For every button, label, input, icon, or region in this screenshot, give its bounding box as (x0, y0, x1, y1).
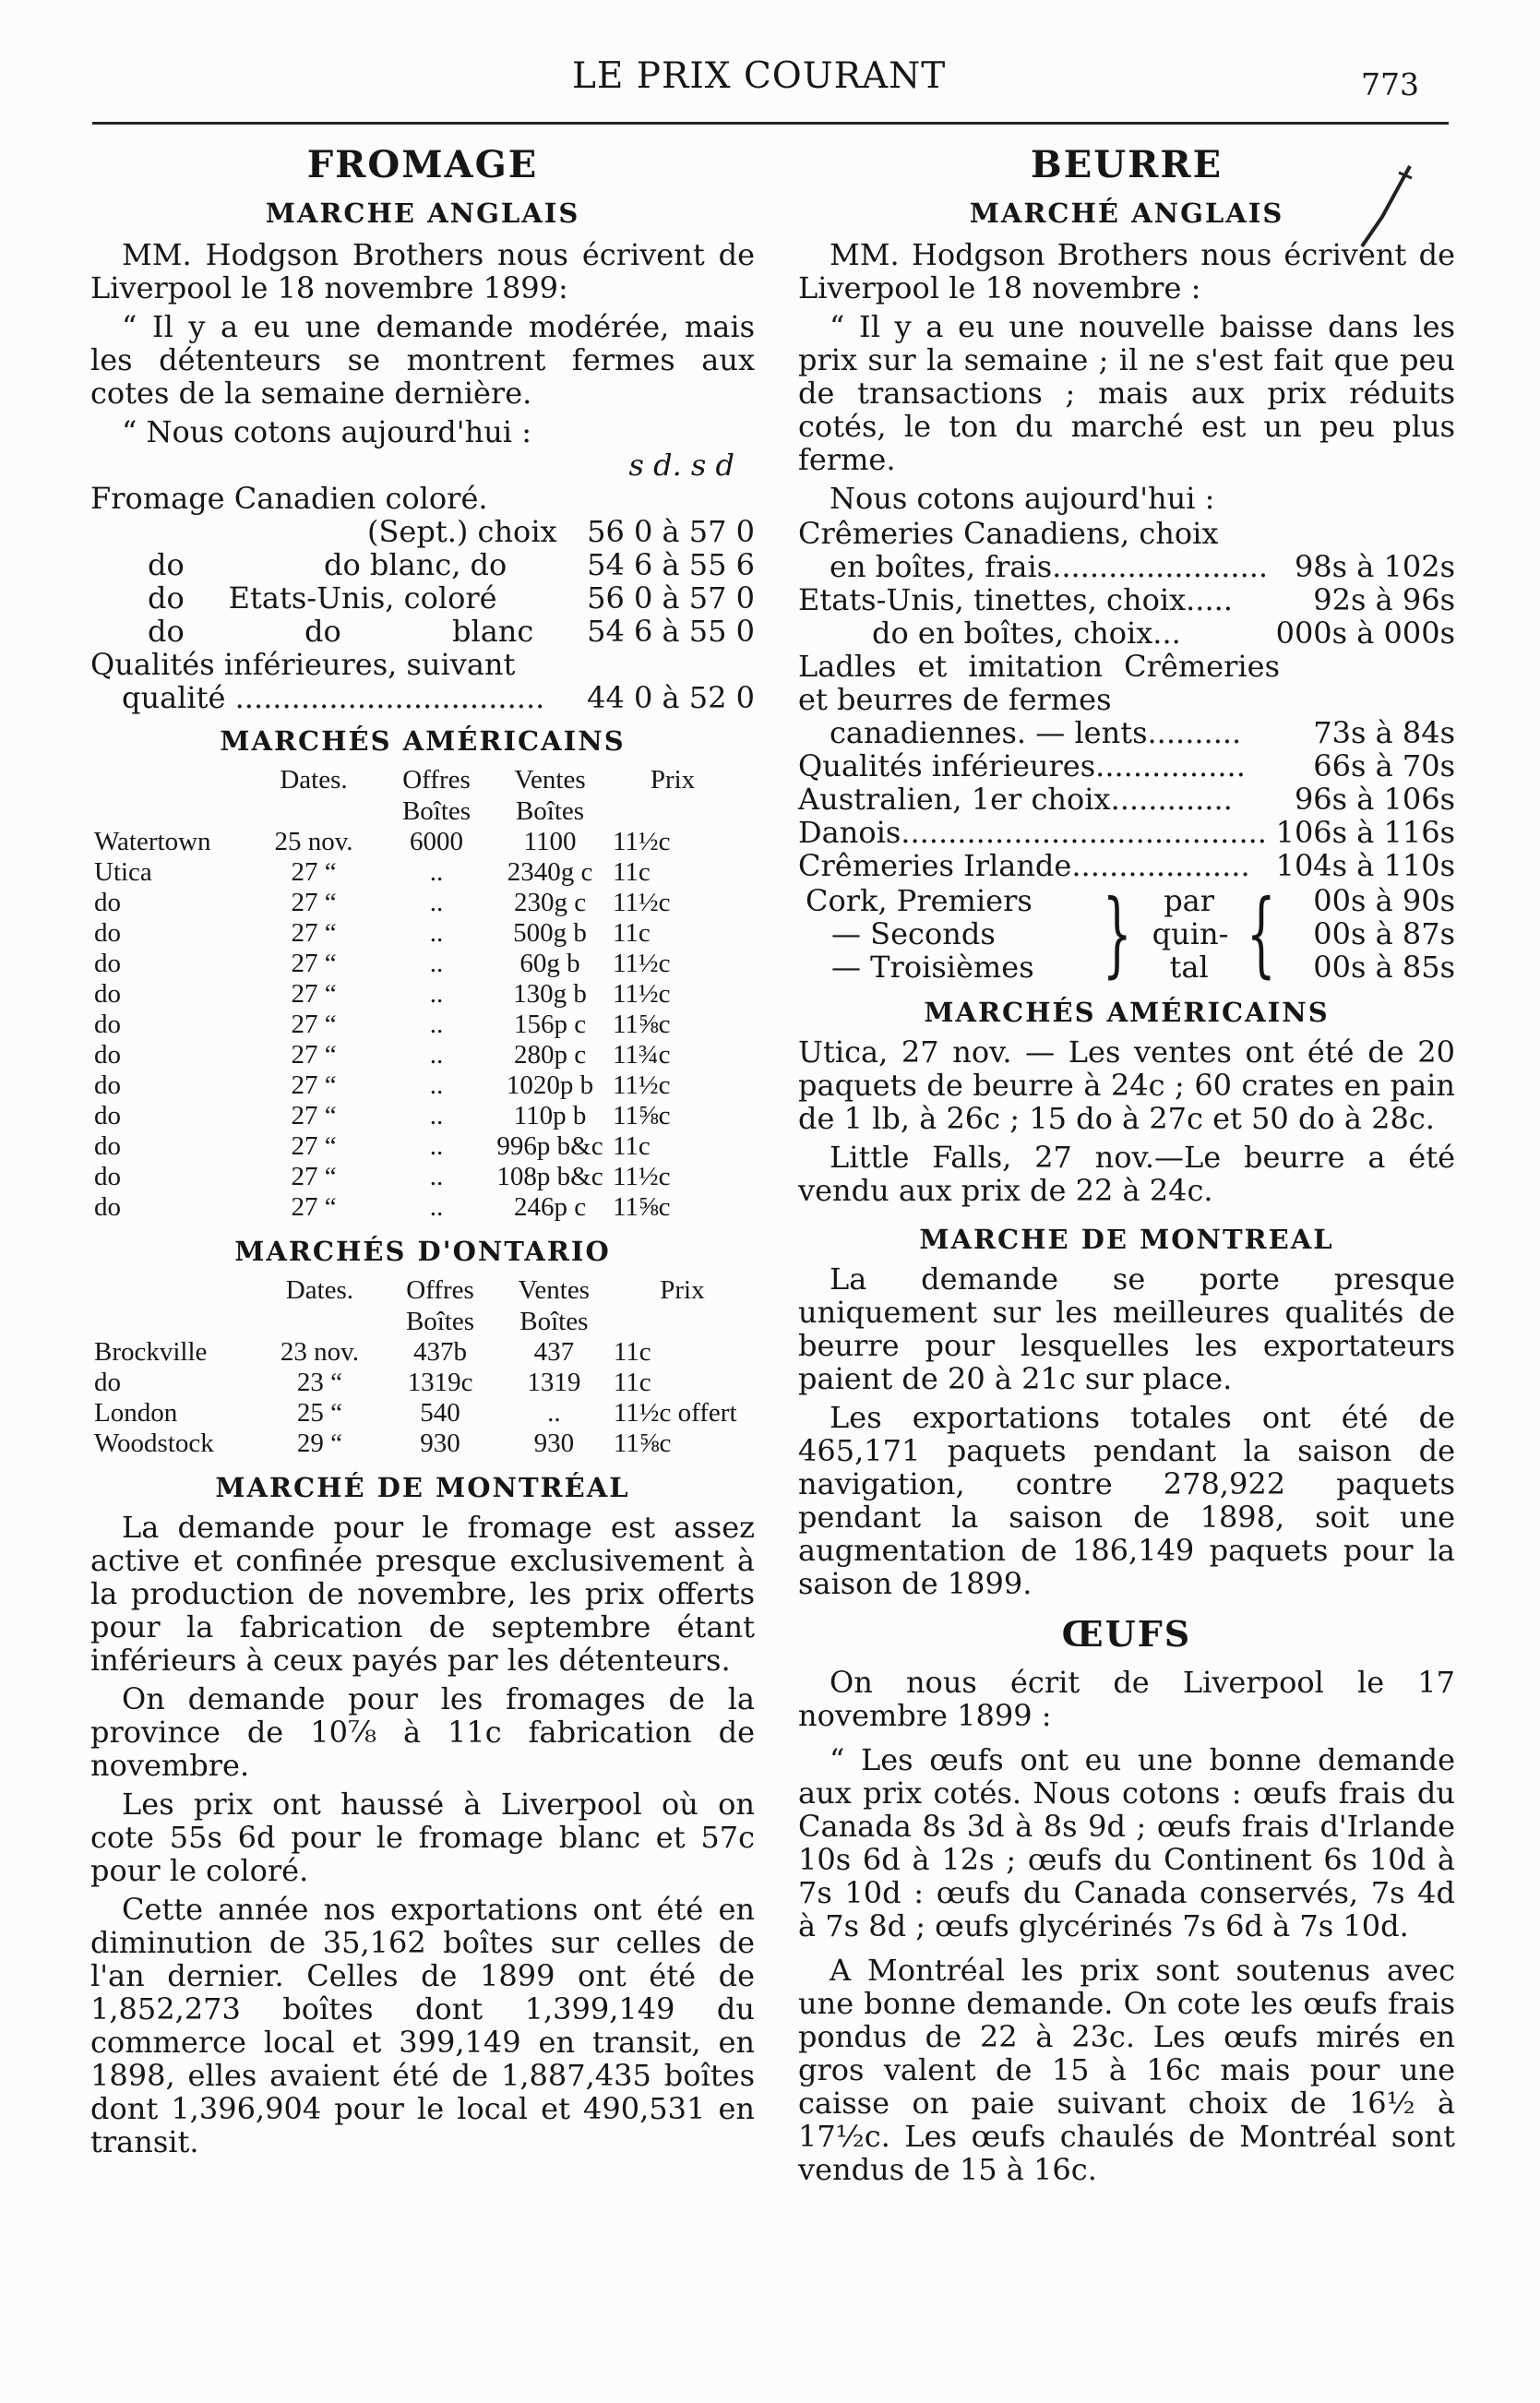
table-header: Boîtes (519, 1307, 589, 1336)
quote-label: do blanc, do (323, 547, 507, 582)
table-cell: 27 “ (291, 1010, 337, 1039)
table-row (90, 949, 736, 979)
table-cell: 11c (613, 1131, 651, 1161)
fromage-marches-ontario-heading: MARCHÉS D'ONTARIO (234, 1236, 611, 1267)
table-cell: 27 “ (291, 1192, 337, 1222)
table-row (90, 1010, 736, 1040)
quote-line-3 (90, 548, 755, 581)
table-cell: do (94, 888, 121, 917)
table-cell: do (94, 1368, 121, 1397)
table-cell: 6000 (410, 827, 463, 856)
table-cell: London (94, 1398, 178, 1428)
butter-label: canadiennes. — lents.......... (830, 715, 1242, 750)
cork-unit (1152, 883, 1229, 985)
fromage-quote: “ Il y a eu une demande modérée, mais les détenteurs se montrent fermes aux cotes de la semaine dernière. (90, 309, 755, 411)
table-row (90, 1398, 755, 1429)
table-cell: do (94, 979, 121, 1009)
quote-label: do (304, 614, 341, 649)
table-header: Dates. (280, 765, 348, 795)
quote-label: blanc (452, 614, 534, 649)
quote-price: 54 6 à 55 6 (587, 547, 755, 582)
table-cell: 11⅝c (613, 1429, 672, 1458)
cork-unit-line: quin- (1152, 916, 1229, 951)
cork-prices (1313, 884, 1455, 984)
table-cell: 500g b (513, 918, 587, 948)
table-cell: 23 nov. (280, 1337, 359, 1367)
table-row (90, 1101, 736, 1131)
beurre-americains-p1: Utica, 27 nov. — Les ventes ont été de 20 paquets de beurre à 24c ; 60 crates en pain de 1 lb, à 26c ; 15 do à 27c et 50 do à 28c. (798, 1034, 1455, 1136)
table-cell: 11c (613, 1368, 651, 1397)
beurre-montreal-p1: La demande se porte presque uniquement sur les meilleures qualités de beurre pour lesquelles les exportateurs paient de 20 à 21c sur place. (798, 1261, 1455, 1396)
table-cell: 27 “ (291, 918, 337, 948)
butter-line-4 (798, 616, 1455, 650)
cork-unit-line: tal (1169, 950, 1209, 985)
table-cell: 1020p b (506, 1070, 594, 1100)
ontario-markets-rows (90, 1337, 755, 1459)
cork-block (798, 879, 1455, 987)
table-cell: 25 nov. (274, 827, 353, 856)
butter-label: Danois....................................... (798, 815, 1267, 850)
table-cell: 1319c (407, 1368, 473, 1397)
beurre-marche-montreal-heading: MARCHE DE MONTREAL (919, 1224, 1334, 1255)
journal-title: LE PRIX COURANT (572, 55, 947, 97)
butter-line-7 (798, 749, 1455, 783)
table-cell: 25 “ (296, 1398, 342, 1428)
table-cell: do (94, 1101, 121, 1130)
quote-label: (Sept.) choix (367, 514, 557, 549)
butter-label: Etats-Unis, tinettes, choix..... (798, 582, 1233, 617)
table-cell: 437b (413, 1337, 468, 1367)
beurre-montreal-p2: Les exportations totales ont été de 465,171 paquets pendant la saison de navigation, contre 278,922 paquets pendant la saison de 1898, soit une augmentation de 186,149 paquets pour la saison de 1899. (798, 1400, 1455, 1601)
beurre-americains-p2: Little Falls, 27 nov.—Le beurre a été vendu aux prix de 22 à 24c. (798, 1140, 1455, 1208)
table-cell: 130g b (513, 979, 587, 1009)
table-cell: 11½c (613, 1162, 671, 1191)
table-cell: 27 “ (291, 1101, 337, 1130)
table-cell: .. (429, 1131, 444, 1161)
table-cell: 156p c (513, 1010, 587, 1039)
table-cell: 246p c (513, 1192, 587, 1222)
butter-line-3 (798, 583, 1455, 616)
table-cell: Woodstock (94, 1429, 214, 1458)
table-header: Boîtes (515, 796, 585, 826)
quote-line-4 (90, 581, 755, 615)
fromage-montreal-p2: On demande pour les fromages de la province de 10⅞ à 11c fabrication de novembre. (90, 1681, 755, 1783)
table-header: Boîtes (401, 796, 472, 826)
brace-icon: { (1246, 879, 1276, 987)
fromage-title: FROMAGE (306, 143, 539, 186)
quote-price: 54 6 à 55 0 (587, 614, 755, 649)
table-cell: 930 (533, 1429, 575, 1458)
butter-line-1: Crêmeries Canadiens, choix (798, 516, 1219, 551)
table-header: Offres (402, 765, 471, 795)
table-cell: 27 “ (291, 1070, 337, 1100)
table-cell: .. (429, 1010, 444, 1039)
table-row (90, 1131, 736, 1162)
table-cell: 1319 (527, 1368, 581, 1397)
table-row (90, 827, 736, 857)
fromage-montreal-p3: Les prix ont haussé à Liverpool où on cote 55s 6d pour le fromage blanc et 57c pour le coloré. (90, 1787, 755, 1888)
table-cell: do (94, 949, 121, 978)
table-cell: .. (429, 949, 444, 978)
table-cell: Watertown (94, 827, 211, 856)
fromage-montreal-p1: La demande pour le fromage est assez active et confinée presque exclusivement à la production de novembre, les prix offerts pour la fabrication de septembre étant inférieurs à ceux payés par les détenteurs. (90, 1510, 755, 1678)
page-number: 773 (1361, 66, 1419, 102)
table-cell: Utica (94, 857, 152, 887)
table-cell: 29 “ (296, 1429, 342, 1458)
table-cell: Brockville (94, 1337, 208, 1367)
butter-price: 106s à 116s (1275, 815, 1455, 850)
table-row (90, 1040, 736, 1070)
table-cell: 108p b&c (496, 1162, 603, 1191)
cork-name: Cork, Premiers (806, 883, 1033, 918)
table-row (90, 1429, 755, 1459)
table-cell: 11⅝c (613, 1010, 671, 1039)
butter-price: 92s à 96s (1313, 582, 1455, 617)
table-cell: 280p c (513, 1040, 587, 1070)
sd-header: s d. s d (628, 448, 734, 483)
table-cell: 930 (420, 1429, 460, 1458)
table-cell: .. (429, 979, 444, 1009)
oeufs-p1: On nous écrit de Liverpool le 17 novembre 1899 : (798, 1665, 1455, 1733)
quote-label: qualité ................................. (122, 680, 545, 715)
table-header: Dates. (285, 1275, 354, 1305)
table-cell: do (94, 1040, 121, 1070)
table-header: Ventes (514, 765, 586, 795)
table-cell: 11½c offert (613, 1398, 737, 1428)
table-cell: 230g c (513, 888, 587, 917)
table-cell: 11½c (613, 979, 671, 1009)
table-cell: 1100 (523, 827, 577, 856)
table-cell: 11½c (613, 1070, 671, 1100)
beurre-intro: MM. Hodgson Brothers nous écrivent de Liverpool le 18 novembre : (798, 237, 1455, 305)
header-rule (92, 122, 1449, 125)
butter-line-9 (798, 816, 1455, 849)
table-cell: 110p b (513, 1101, 587, 1130)
table-row (90, 1192, 736, 1223)
fromage-intro: MM. Hodgson Brothers nous écrivent de Liverpool le 18 novembre 1899: (90, 237, 755, 305)
butter-line-6 (798, 716, 1455, 749)
table-cell: .. (429, 1101, 444, 1130)
table-row (90, 888, 736, 918)
quote-line-1: Fromage Canadien coloré. (90, 481, 488, 516)
table-row (90, 1368, 755, 1398)
table-cell: 996p b&c (496, 1131, 603, 1161)
table-cell: 11½c (613, 949, 671, 978)
table-cell: .. (547, 1398, 561, 1428)
table-cell: .. (429, 1162, 444, 1191)
table-cell: .. (429, 888, 444, 917)
fromage-marche-montreal-heading: MARCHÉ DE MONTRÉAL (215, 1472, 630, 1503)
table-header: Prix (650, 765, 696, 795)
butter-price: 66s à 70s (1313, 748, 1455, 783)
butter-label: Qualités inférieures................ (798, 748, 1246, 783)
table-row (90, 918, 736, 949)
quote-line-7 (90, 681, 755, 714)
table-cell: 27 “ (291, 979, 337, 1009)
cork-names (798, 884, 1082, 984)
table-cell: do (94, 1010, 121, 1039)
table-cell: 11c (613, 918, 651, 948)
cork-price: 00s à 90s (1313, 883, 1455, 918)
quote-line-2 (90, 515, 755, 548)
butter-line-5: Ladles et imitation Crêmeries et beurres de fermes (798, 649, 1280, 717)
brace-icon: } (1102, 879, 1132, 987)
table-cell: do (94, 1162, 121, 1191)
fromage-marche-anglais-heading: MARCHE ANGLAIS (265, 197, 580, 229)
cork-unit-line: par (1164, 883, 1215, 918)
beurre-cotons: Nous cotons aujourd'hui : (830, 481, 1215, 516)
table-cell: .. (429, 857, 444, 887)
quote-line-5 (90, 615, 755, 648)
table-cell: 11⅝c (613, 1192, 671, 1222)
quote-label: do (148, 580, 185, 616)
table-row (90, 857, 736, 888)
table-cell: 27 “ (291, 1040, 337, 1070)
table-cell: .. (429, 1192, 444, 1222)
quote-label: do (148, 614, 185, 649)
table-cell: 11⅝c (613, 1101, 671, 1130)
table-cell: 11¾c (613, 1040, 671, 1070)
butter-line-2 (798, 550, 1455, 583)
table-header: Boîtes (405, 1307, 475, 1336)
beurre-title: BEURRE (1030, 143, 1224, 186)
quote-label: Etats-Unis, coloré (228, 580, 497, 616)
table-row (90, 1070, 736, 1101)
beurre-column (798, 134, 1455, 2192)
table-cell: 437 (533, 1337, 575, 1367)
table-cell: 27 “ (291, 1131, 337, 1161)
table-cell: 27 “ (291, 857, 337, 887)
quote-line-6: Qualités inférieures, suivant (90, 647, 516, 682)
butter-label: Crêmeries Irlande................... (798, 848, 1250, 883)
butter-label: Australien, 1er choix............. (798, 782, 1233, 817)
cork-price: 00s à 85s (1313, 950, 1455, 985)
table-cell: 27 “ (291, 1162, 337, 1191)
table-cell: do (94, 1192, 121, 1222)
quote-label: do (148, 547, 185, 582)
table-cell: .. (429, 1040, 444, 1070)
table-cell: .. (429, 1070, 444, 1100)
table-cell: 11½c (613, 827, 671, 856)
american-markets-table (90, 764, 736, 1223)
butter-line-8 (798, 783, 1455, 816)
oeufs-p2: “ Les œufs ont eu une bonne demande aux prix cotés. Nous cotons : œufs frais du Canada 8s 3d à 8s 9d ; œufs frais d'Irlande 10s 6d à 12s ; œufs du Continent 6s 10d à 7s 10d : œufs du Canada conservés, 7s 4d à 7s 8d ; œufs glycérinés 7s 6d à 7s 10d. (798, 1742, 1455, 1943)
table-cell: .. (429, 918, 444, 948)
cork-price: 00s à 87s (1313, 916, 1455, 951)
oeufs-title: ŒUFS (1061, 1613, 1192, 1655)
beurre-quote: “ Il y a eu une nouvelle baisse dans les prix sur la semaine ; il ne s'est fait que peu de transactions ; mais aux prix réduits cotés, le ton du marché est un peu plus ferme. (798, 309, 1455, 477)
fromage-cotons: “ Nous cotons aujourd'hui : (122, 414, 531, 449)
quote-price: 44 0 à 52 0 (587, 680, 755, 715)
cork-name: — Troisièmes (831, 950, 1034, 985)
butter-price: 96s à 106s (1294, 782, 1455, 817)
butter-line-10 (798, 849, 1455, 882)
table-cell: 11½c (613, 888, 671, 917)
fromage-marches-americains-heading: MARCHÉS AMÉRICAINS (220, 725, 626, 757)
butter-label: do en boîtes, choix... (872, 616, 1181, 651)
table-row (90, 1162, 736, 1192)
table-cell: 2340g c (507, 857, 593, 887)
table-row (90, 1337, 755, 1368)
table-cell: 27 “ (291, 949, 337, 978)
table-cell: do (94, 1070, 121, 1100)
cork-name: — Seconds (831, 916, 996, 951)
table-header: Offres (406, 1275, 474, 1305)
oeufs-p3: A Montréal les prix sont soutenus avec une bonne demande. On cote les œufs frais pondus de 22 à 23c. Les œufs mirés en gros valent de 15 à 16c mais pour une caisse on paie suivant choix de 16½ à 17½c. Les œufs chaulés de Montréal sont vendus de 15 à 16c. (798, 1953, 1455, 2187)
butter-price: 104s à 110s (1275, 848, 1455, 883)
table-cell: 60g b (519, 949, 580, 978)
beurre-marche-anglais-heading: MARCHÉ ANGLAIS (969, 197, 1284, 229)
table-cell: 27 “ (291, 888, 337, 917)
table-row (90, 979, 736, 1010)
beurre-marches-americains-heading: MARCHÉS AMÉRICAINS (924, 997, 1330, 1028)
table-cell: 11c (613, 1337, 651, 1367)
butter-price: 000s à 000s (1275, 616, 1455, 651)
fromage-column (90, 134, 755, 2164)
fromage-montreal-p4: Cette année nos exportations ont été en diminution de 35,162 boîtes sur celles de l'an dernier. Celles de 1899 ont été de 1,852,273 boîtes dont 1,399,149 du commerce local et 399,149 en transit, en 1898, elles avaient été de 1,887,435 boîtes dont 1,396,904 pour le local et 490,531 en transit. (90, 1892, 755, 2159)
table-header: Prix (660, 1275, 705, 1305)
ontario-markets-table (90, 1274, 755, 1459)
table-cell: 540 (420, 1398, 460, 1428)
table-cell: do (94, 918, 121, 948)
table-header: Ventes (518, 1275, 590, 1305)
american-markets-rows (90, 827, 736, 1223)
table-cell: do (94, 1131, 121, 1161)
butter-price: 73s à 84s (1313, 715, 1455, 750)
quote-price: 56 0 à 57 0 (587, 580, 755, 616)
quote-price: 56 0 à 57 0 (587, 514, 755, 549)
table-cell: 11c (613, 857, 651, 887)
butter-price: 98s à 102s (1294, 549, 1455, 584)
table-cell: 23 “ (296, 1368, 342, 1397)
butter-label: en boîtes, frais....................... (830, 549, 1269, 584)
